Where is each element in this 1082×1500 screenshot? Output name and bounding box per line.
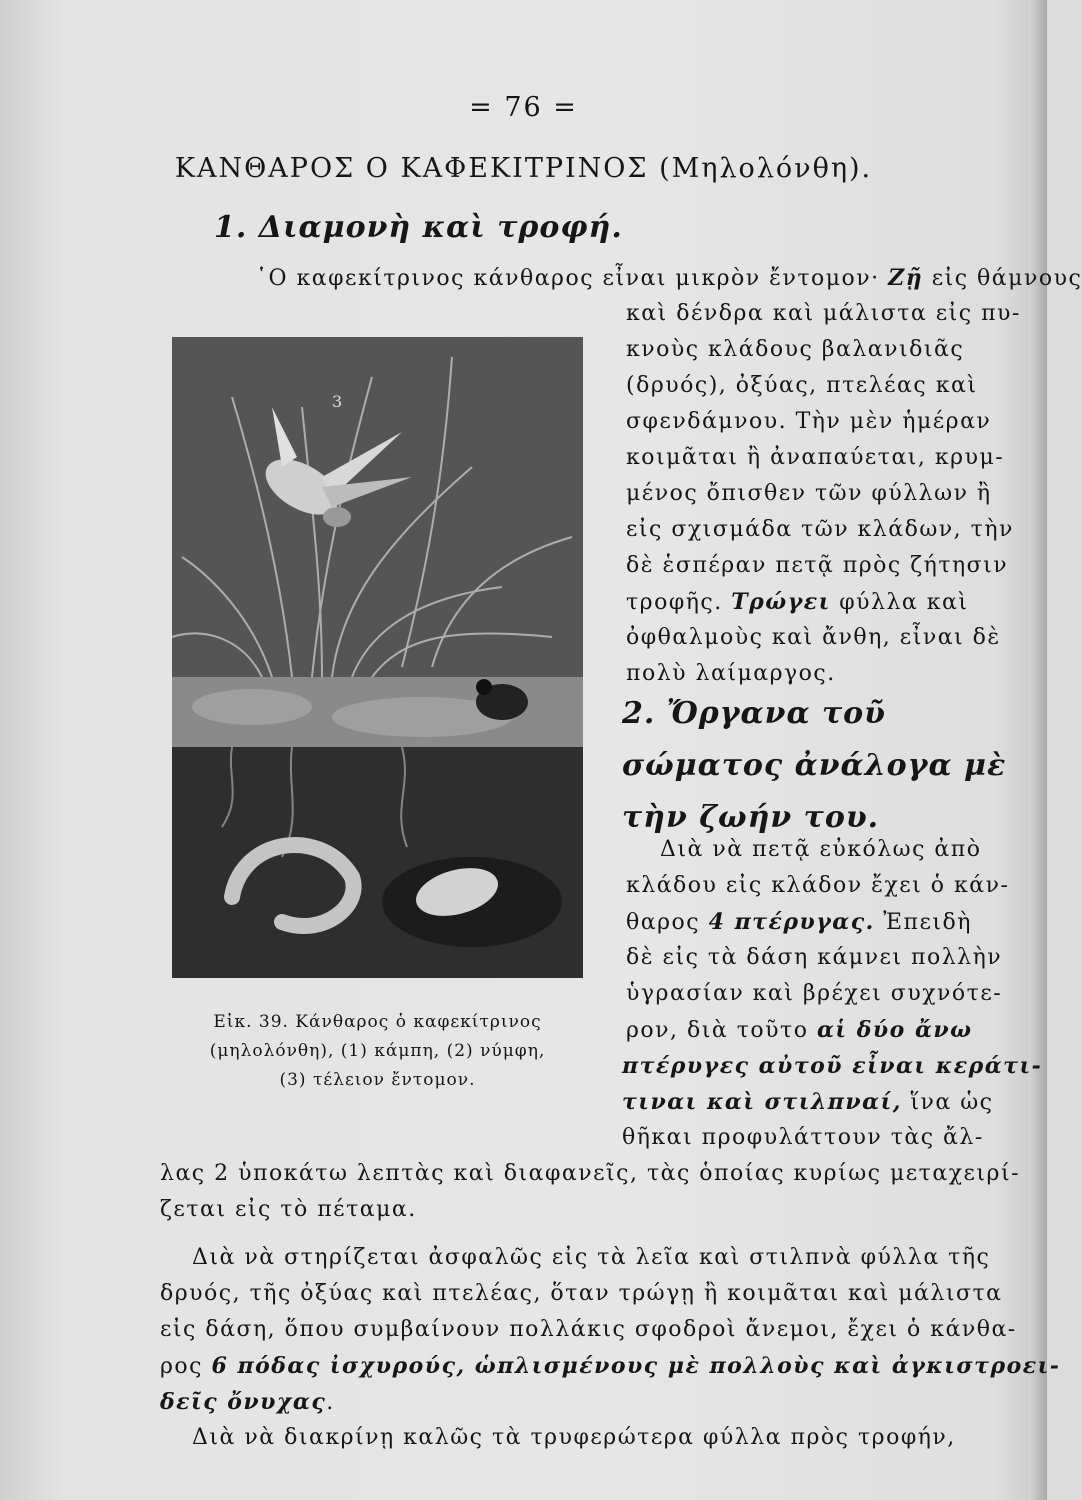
text-line: ῾Ο καφεκίτρινος κάνθαρος εἶναι μικρὸν ἔντομον· Ζῇ εἰς θάμνους bbox=[256, 265, 1082, 291]
text-line: (δρυός), ὀξύας, πτελέας καὶ bbox=[626, 373, 978, 398]
section-2-heading: 2. Ὄργανα τοῦ σώματος ἀνάλογα μὲ τὴν ζωήν του. bbox=[622, 696, 1007, 835]
caption-line: Εἰκ. 39. Κάνθαρος ὁ καφεκίτρινος bbox=[213, 1012, 542, 1032]
figure-caption bbox=[172, 1008, 583, 1095]
caption-line: (μηλολόνθη), (1) κάμπη, (2) νύμφη, bbox=[209, 1041, 546, 1061]
text-line: μένος ὄπισθεν τῶν φύλλων ἢ bbox=[626, 481, 992, 506]
text-line: λας 2 ὑποκάτω λεπτὰς καὶ διαφανεῖς, τὰς ὁποίας κυρίως μεταχειρί- bbox=[160, 1161, 1021, 1186]
text-line: εἰς δάση, ὅπου συμβαίνουν πολλάκις σφοδροὶ ἄνεμοι, ἔχει ὁ κάνθα- bbox=[160, 1317, 1017, 1342]
text-line: δὲ εἰς τὰ δάση κάμνει πολλὴν bbox=[626, 945, 1003, 970]
section-1-heading: 1. Διαμονὴ καὶ τροφή. bbox=[214, 210, 623, 245]
text-line: Διὰ νὰ στηρίζεται ἀσφαλῶς εἰς τὰ λεῖα καὶ στιλπνὰ φύλλα τῆς bbox=[192, 1245, 991, 1270]
text-line: θῆκαι προφυλάττουν τὰς ἄλ- bbox=[622, 1125, 984, 1150]
text-line: Διὰ νὰ πετᾷ εὐκόλως ἀπὸ bbox=[660, 837, 982, 862]
text-line: ζεται εἰς τὸ πέταμα. bbox=[160, 1197, 417, 1222]
text-line: τροφῆς. Τρώγει φύλλα καὶ bbox=[626, 589, 969, 615]
figure-label-3: 3 bbox=[332, 392, 343, 411]
caption-line: (3) τέλειον ἔντομον. bbox=[279, 1070, 476, 1090]
text-line: θαρος 4 πτέρυγας. Ἐπειδὴ bbox=[626, 909, 972, 935]
page-number: = 76 = bbox=[469, 92, 578, 123]
text-line: δρυός, τῆς ὀξύας καὶ πτελέας, ὅταν τρώγῃ ἢ κοιμᾶται καὶ μάλιστα bbox=[160, 1281, 1003, 1306]
text-line: εἰς σχισμάδα τῶν κλάδων, τὴν bbox=[626, 517, 1014, 542]
beetle-illustration bbox=[172, 337, 583, 978]
text-line: τιναι καὶ στιλπναί, ἵνα ὡς bbox=[622, 1089, 994, 1115]
text-line: καὶ δένδρα καὶ μάλιστα εἰς πυ- bbox=[626, 301, 1021, 326]
text-line: δὲ ἑσπέραν πετᾷ πρὸς ζήτησιν bbox=[626, 553, 1009, 578]
text-line: κοιμᾶται ἢ ἀναπαύεται, κρυμ- bbox=[626, 445, 1005, 470]
text-line: σφενδάμνου. Τὴν μὲν ἡμέραν bbox=[626, 409, 992, 434]
text-line: ὀφθαλμοὺς καὶ ἄνθη, εἶναι δὲ bbox=[626, 625, 1001, 650]
text-line: ρον, διὰ τοῦτο αἱ δύο ἄνω bbox=[626, 1017, 973, 1043]
chapter-title: ΚΑΝΘΑΡΟΣ Ο ΚΑΦΕΚΙΤΡΙΝΟΣ (Μηλολόνθη). bbox=[174, 153, 873, 184]
page-spine-shadow bbox=[1029, 0, 1047, 1500]
text-line: ρος 6 πόδας ἰσχυρούς, ὡπλισμένους μὲ πολλοὺς καὶ ἀγκιστροει- bbox=[160, 1353, 1061, 1379]
text-line: δεῖς ὄνυχας. bbox=[160, 1389, 335, 1415]
pupa-drawing bbox=[382, 857, 562, 947]
text-line: ὑγρασίαν καὶ βρέχει συχνότε- bbox=[626, 981, 1003, 1006]
text-line: κλάδου εἰς κλάδον ἔχει ὁ κάν- bbox=[626, 873, 1010, 898]
text-line: Διὰ νὰ διακρίνῃ καλῶς τὰ τρυφερώτερα φύλλα πρὸς τροφήν, bbox=[192, 1425, 956, 1450]
text-line: πτέρυγες αὐτοῦ εἶναι κεράτι- bbox=[622, 1053, 1043, 1079]
text-line: πολὺ λαίμαργος. bbox=[626, 661, 836, 686]
text-line: κνοὺς κλάδους βαλανιδιᾶς bbox=[626, 337, 965, 362]
